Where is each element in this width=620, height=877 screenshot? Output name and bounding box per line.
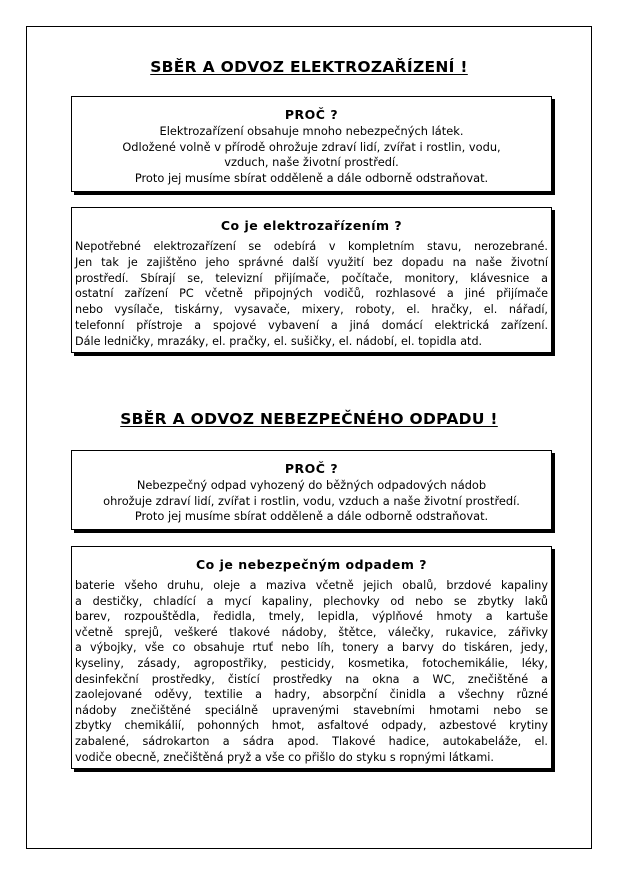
text-line: ohrožuje zdraví lidí, zvířat i rostlin, vodu, vzduch a naše životní prostředí.: [103, 493, 520, 508]
text-line: Proto jej musíme sbírat odděleně a dále odborně odstraňovat.: [134, 509, 489, 523]
section1-why-title: PROČ ?: [284, 107, 339, 122]
text-line: vzduch, naše životní prostředí.: [224, 155, 399, 169]
section2-what-title: Co je nebezpečným odpadem ?: [195, 557, 428, 572]
text-line: Dále ledničky, mrazáky, el. pračky, el. sušičky, el. nádobí, el. topidla atd.: [75, 334, 483, 348]
section2-what-text: [75, 578, 548, 765]
text-line: ostatní zařízení PC včetně připojných vodičů, rozhlasové a jiné přijímače: [75, 287, 548, 301]
text-line: Nepotřebné elektrozařízení se odebírá v kompletním stavu, nerozebrané.: [75, 240, 548, 253]
text-line: nebo vysílače, tiskárny, vysavače, mixery, roboty, el. hračky, el. nářadí,: [75, 303, 548, 317]
section2-why-box: [71, 450, 552, 530]
text-line: desinfekční prostředky, čistící prostředky na okna a WC, znečištěné a: [75, 672, 548, 686]
text-line: zabalené, sádrokarton a sádra apod. Tlakové hadice, autokabeláže, el.: [75, 734, 548, 748]
text-line: Jen tak je zajištěno jeho správné další využití bez dopadu na naše životní: [75, 255, 548, 269]
section1-what-title: Co je elektrozařízením ?: [220, 218, 403, 233]
section2-what-box: [71, 546, 552, 769]
text-line: prostředí. Sbírají se, televizní přijímače, počítače, monitory, klávesnice a: [75, 271, 548, 285]
section1-what-box: [71, 207, 552, 353]
text-line: včetně sprejů, veškeré tlakové nádoby, štětce, válečky, rukavice, zářivky: [75, 625, 548, 639]
section2-why-text: [72, 478, 551, 525]
text-line: nádoby znečištěné speciálně upravenými stavebními hmotami nebo se: [75, 703, 548, 717]
text-line: zbytky chemikálií, pohonných hmot, asfaltové odpady, azbestové krytiny: [75, 719, 548, 733]
text-line: a výbojky, vše co obsahuje rtuť nebo líh, tonery a barvy do tiskáren, jedy,: [75, 641, 548, 655]
section1-heading: SBĚR A ODVOZ ELEKTROZAŘÍZENÍ !: [150, 58, 468, 76]
text-line: Proto jej musíme sbírat odděleně a dále odborně odstraňovat.: [134, 170, 489, 185]
text-line: Nebezpečný odpad vyhozený do běžných odpadových nádob: [136, 478, 487, 492]
text-line: Elektrozařízení obsahuje mnoho nebezpečných látek.: [159, 124, 464, 138]
text-line: zaolejované oděvy, textilie a hadry, absorpční činidla a všechny různé: [75, 688, 548, 702]
text-line: barev, rozpouštědla, ředidla, tmely, lepidla, výplňové hmoty a kartuše: [75, 610, 548, 624]
text-line: telefonní přístroje a spojové vybavení a jiná domácí elektrická zařízení.: [75, 318, 548, 332]
section1-what-text: [75, 239, 548, 350]
text-line: kyseliny, zásady, agropostřiky, pesticidy, kosmetika, fotochemikálie, léky,: [75, 656, 548, 670]
text-line: a destičky, chladící a mycí kapaliny, plechovky od nebo se zbytky laků: [75, 594, 548, 608]
text-line: vodiče obecně, znečištěná pryž a vše co přišlo do styku s ropnými látkami.: [75, 750, 494, 764]
text-line: baterie všeho druhu, oleje a maziva včetně jejich obalů, brzdové kapaliny: [75, 579, 548, 592]
text-line: Odložené volně v přírodě ohrožuje zdraví lidí, zvířat i rostlin, vodu,: [122, 139, 501, 154]
section1-why-box: [71, 96, 552, 192]
section1-why-text: [72, 124, 551, 186]
section2-heading: SBĚR A ODVOZ NEBEZPEČNÉHO ODPADU !: [120, 410, 498, 428]
section2-why-title: PROČ ?: [284, 461, 339, 476]
